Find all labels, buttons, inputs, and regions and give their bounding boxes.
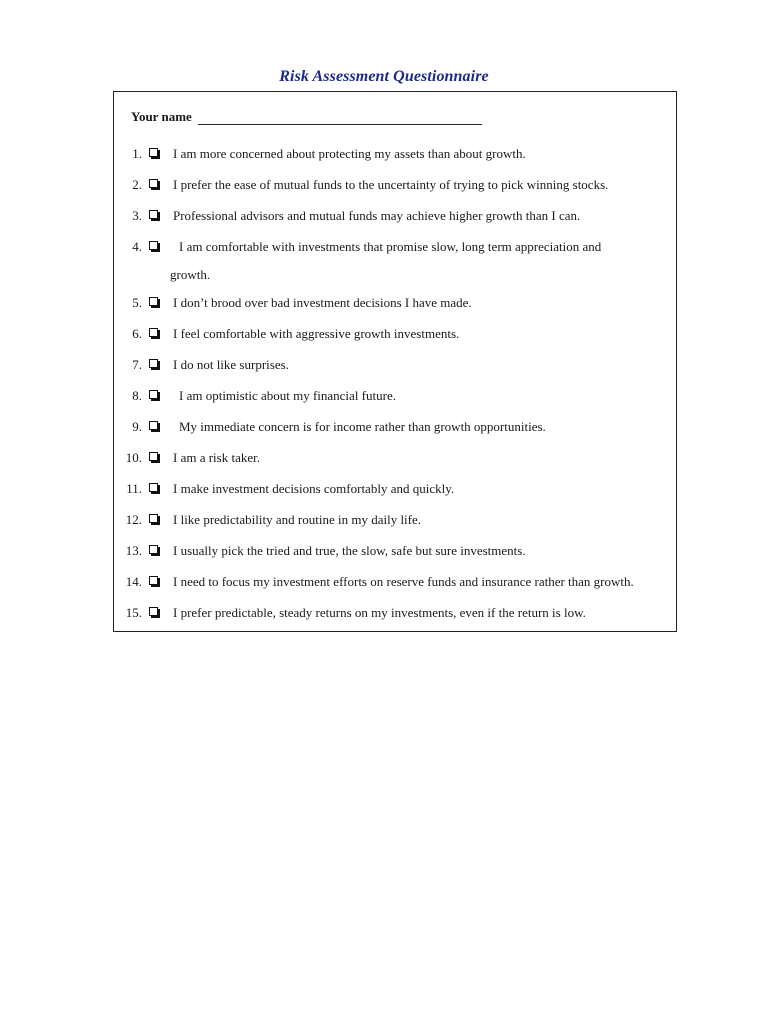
question-text: I am more concerned about protecting my assets than about growth. (173, 146, 526, 161)
checkbox[interactable] (149, 545, 158, 554)
checkbox[interactable] (149, 241, 158, 250)
question-number: 6. (132, 326, 142, 341)
checkbox[interactable] (149, 297, 158, 306)
question-text-continued: growth. (170, 267, 211, 282)
checkbox[interactable] (149, 328, 158, 337)
checkbox[interactable] (149, 421, 158, 430)
checkbox[interactable] (149, 607, 158, 616)
question-number: 5. (132, 295, 142, 310)
checkbox[interactable] (149, 576, 158, 585)
question-number: 7. (132, 357, 142, 372)
question-number: 14. (125, 574, 142, 589)
question-text: I am optimistic about my financial future. (179, 388, 396, 403)
question-number: 1. (132, 146, 142, 161)
question-text: I usually pick the tried and true, the slow, safe but sure investments. (173, 543, 526, 558)
question-number: 3. (132, 208, 142, 223)
checkbox[interactable] (149, 179, 158, 188)
question-text: I don’t brood over bad investment decisions I have made. (173, 295, 472, 310)
question-text: I feel comfortable with aggressive growth investments. (173, 326, 460, 341)
question-text: Professional advisors and mutual funds may achieve higher growth than I can. (173, 208, 581, 223)
question-text: I prefer the ease of mutual funds to the uncertainty of trying to pick winning stocks. (173, 177, 609, 192)
question-number: 4. (132, 239, 142, 254)
page-title: Risk Assessment Questionnaire (279, 68, 489, 85)
question-number: 13. (125, 543, 142, 558)
question-text: I do not like surprises. (173, 357, 289, 372)
question-number: 8. (132, 388, 142, 403)
question-number: 15. (125, 605, 142, 620)
question-text: I am a risk taker. (173, 450, 260, 465)
checkbox[interactable] (149, 359, 158, 368)
question-number: 9. (132, 419, 142, 434)
question-text: I am comfortable with investments that promise slow, long term appreciation and (179, 239, 602, 254)
question-number: 12. (125, 512, 142, 527)
question-text: I prefer predictable, steady returns on my investments, even if the return is low. (173, 605, 586, 620)
name-row (131, 109, 482, 125)
checkbox[interactable] (149, 210, 158, 219)
question-text: I need to focus my investment efforts on reserve funds and insurance rather than growth. (173, 574, 634, 589)
checkbox[interactable] (149, 514, 158, 523)
name-label: Your name (131, 109, 192, 124)
question-number: 10. (125, 450, 142, 465)
question-number: 11. (126, 481, 142, 496)
question-number: 2. (132, 177, 142, 192)
checkbox[interactable] (149, 390, 158, 399)
checkbox[interactable] (149, 452, 158, 461)
question-text: My immediate concern is for income rather than growth opportunities. (179, 419, 546, 434)
questionnaire-box (113, 91, 677, 632)
question-text: I make investment decisions comfortably and quickly. (173, 481, 455, 496)
question-text: I like predictability and routine in my daily life. (173, 512, 422, 527)
name-field[interactable] (198, 111, 482, 125)
checkbox[interactable] (149, 483, 158, 492)
checkbox[interactable] (149, 148, 158, 157)
